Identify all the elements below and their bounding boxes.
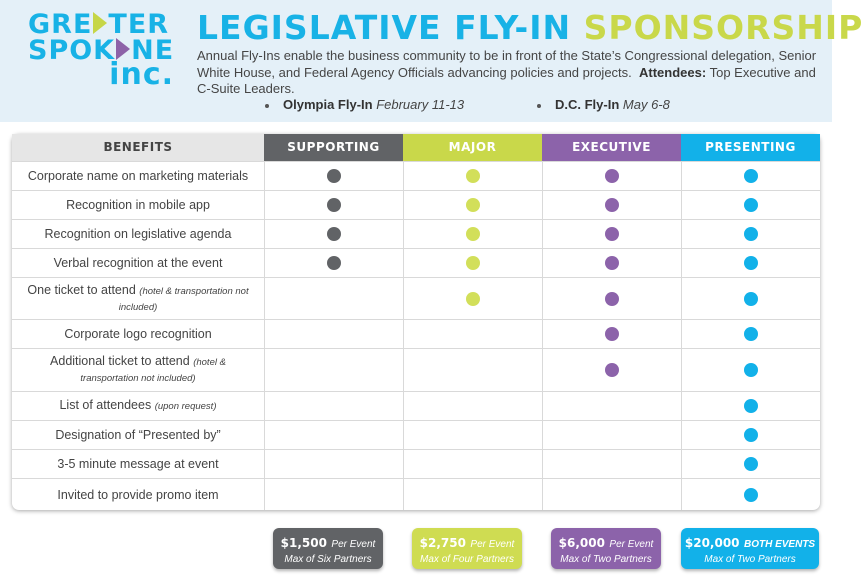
header-executive: EXECUTIVE bbox=[542, 134, 681, 161]
included-dot bbox=[605, 363, 619, 377]
table-row: One ticket to attend (hotel & transportation not included) bbox=[12, 277, 820, 319]
included-dot bbox=[327, 169, 341, 183]
table-row: 3-5 minute message at event bbox=[12, 449, 820, 478]
included-dot bbox=[327, 256, 341, 270]
included-dot bbox=[744, 399, 758, 413]
table-row: Verbal recognition at the event bbox=[12, 248, 820, 277]
included-dot bbox=[744, 428, 758, 442]
bullet-icon bbox=[537, 104, 541, 108]
included-dot bbox=[744, 327, 758, 341]
included-dot bbox=[466, 169, 480, 183]
included-dot bbox=[605, 292, 619, 306]
header-supporting: SUPPORTING bbox=[264, 134, 403, 161]
included-dot bbox=[466, 227, 480, 241]
included-dot bbox=[744, 169, 758, 183]
table-row: Corporate logo recognition bbox=[12, 319, 820, 348]
included-dot bbox=[744, 227, 758, 241]
benefits-table bbox=[12, 134, 820, 510]
price-presenting: $20,000 BOTH EVENTS Max of Two Partners bbox=[681, 528, 819, 569]
included-dot bbox=[327, 227, 341, 241]
chevron-icon bbox=[93, 12, 107, 34]
included-dot bbox=[327, 198, 341, 212]
greater-spokane-logo: GRE TER SPOK NE inc. bbox=[28, 9, 175, 92]
table-row: List of attendees (upon request) bbox=[12, 391, 820, 420]
header-presenting: PRESENTING bbox=[681, 134, 820, 161]
event-olympia: Olympia Fly-In February 11-13 bbox=[265, 97, 464, 112]
table-row: Recognition in mobile app bbox=[12, 190, 820, 219]
included-dot bbox=[466, 292, 480, 306]
price-supporting: $1,500 Per Event Max of Six Partners bbox=[273, 528, 383, 569]
header-major: MAJOR bbox=[403, 134, 542, 161]
included-dot bbox=[466, 256, 480, 270]
intro-text: Annual Fly-Ins enable the business community to be in front of the State’s Congressional delegation, Senior White House, and Federal Agency Officials advancing policies and projects. Attendees: Top Executive and C-Suite Leaders. bbox=[197, 48, 817, 96]
bullet-icon bbox=[265, 104, 269, 108]
price-major: $2,750 Per Event Max of Four Partners bbox=[412, 528, 522, 569]
included-dot bbox=[605, 198, 619, 212]
table-row: Additional ticket to attend (hotel & transportation not included) bbox=[12, 348, 820, 391]
table-row: Corporate name on marketing materials bbox=[12, 161, 820, 190]
table-row: Invited to provide promo item bbox=[12, 478, 820, 510]
price-executive: $6,000 Per Event Max of Two Partners bbox=[551, 528, 661, 569]
included-dot bbox=[744, 363, 758, 377]
header-benefits: BENEFITS bbox=[12, 134, 264, 161]
included-dot bbox=[605, 169, 619, 183]
included-dot bbox=[744, 457, 758, 471]
included-dot bbox=[605, 227, 619, 241]
included-dot bbox=[744, 256, 758, 270]
table-row: Recognition on legislative agenda bbox=[12, 219, 820, 248]
included-dot bbox=[605, 327, 619, 341]
included-dot bbox=[605, 256, 619, 270]
table-row: Designation of “Presented by” bbox=[12, 420, 820, 449]
included-dot bbox=[744, 488, 758, 502]
event-dc: D.C. Fly-In May 6-8 bbox=[537, 97, 670, 112]
page-title: LEGISLATIVE FLY-IN SPONSORSHIP bbox=[197, 8, 863, 47]
included-dot bbox=[466, 198, 480, 212]
included-dot bbox=[744, 292, 758, 306]
included-dot bbox=[744, 198, 758, 212]
header-banner bbox=[0, 0, 863, 122]
